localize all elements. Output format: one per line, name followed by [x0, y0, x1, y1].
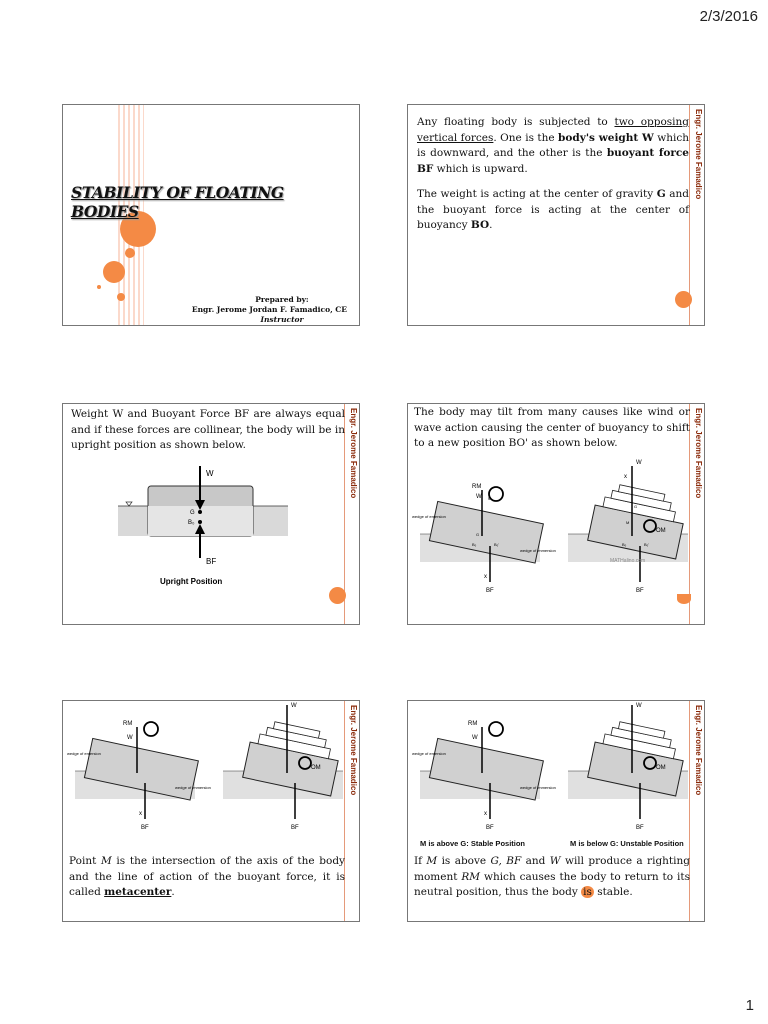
- om-label: OM: [656, 528, 666, 534]
- sidebar-author: Engr. Jerome Famadico: [694, 408, 703, 499]
- text-run: is the intersection of the axis of the body and the line of action of the buoyant force, it is called: [69, 855, 345, 898]
- text-run: and: [521, 855, 550, 867]
- prepared-by-label: Prepared by:: [255, 295, 309, 304]
- tilt-diagram: [410, 454, 692, 594]
- text-run: If: [414, 855, 427, 867]
- text-run: which is upward.: [433, 162, 528, 175]
- decorative-dot: [103, 261, 125, 283]
- slide-tilt: [407, 403, 705, 625]
- slide-stability: [407, 700, 705, 922]
- bf-label-right: BF: [291, 825, 299, 831]
- rm-label: RM: [468, 721, 478, 727]
- g-label-right: G: [634, 504, 638, 509]
- x-label-left: x: [484, 574, 487, 580]
- text-italic: W: [549, 855, 561, 867]
- bo2-label-right: B₀': [644, 542, 650, 547]
- slide-forces: [407, 104, 705, 326]
- text-run: . One is the: [493, 131, 559, 144]
- rm-label: RM: [123, 721, 133, 727]
- bf-label-left: BF: [141, 825, 149, 831]
- text-italic: M: [100, 855, 112, 867]
- m-label-left: M: [488, 496, 492, 501]
- w-label-left: W: [476, 494, 482, 500]
- om-label: OM: [311, 765, 321, 771]
- wedge-immersion-label: wedge of immersion: [175, 785, 211, 790]
- g-label-left: G: [476, 532, 480, 537]
- decorative-dot: [675, 291, 692, 308]
- text-highlighted: is: [583, 886, 592, 898]
- text-run: is above: [437, 855, 491, 867]
- sidebar-author: Engr. Jerome Famadico: [694, 705, 703, 796]
- w-label-right: W: [291, 703, 297, 709]
- sidebar-author: Engr. Jerome Famadico: [349, 408, 358, 499]
- center-of-buoyancy: [198, 520, 202, 524]
- w-label-left: W: [472, 735, 478, 741]
- text-italic: RM: [461, 870, 481, 883]
- decorative-dot: [677, 594, 691, 604]
- wedge-emersion-label: wedge of emersion: [412, 751, 446, 756]
- bf-label-left: BF: [486, 588, 494, 594]
- author-name: Engr. Jerome Jordan F. Famadico, CE: [191, 305, 347, 314]
- slide-text: Weight W and Buoyant Force BF are always equal and if these forces are collinear, the body will be in upright position as shown below.: [71, 408, 345, 451]
- bf-label-right: BF: [636, 588, 644, 594]
- text-italic: G, BF: [490, 855, 522, 867]
- wedge-immersion-label: wedge of immersion: [520, 785, 556, 790]
- text-run: and the buoyant force is acting at the center of buoyancy: [417, 188, 689, 231]
- bf-label: BF: [206, 557, 217, 566]
- print-date: 2/3/2016: [699, 8, 758, 25]
- g-label: G: [190, 510, 195, 516]
- decorative-dot: [97, 285, 101, 289]
- text-run: will produce a righting moment: [414, 855, 690, 883]
- text-run: Point: [69, 855, 101, 867]
- w-label-right: W: [636, 460, 642, 466]
- text-bold: BO: [470, 219, 490, 231]
- x-label-right: x: [624, 474, 627, 480]
- text-italic: M: [426, 855, 438, 867]
- text-run: stable.: [593, 886, 633, 898]
- moment-arc-left: [489, 722, 503, 736]
- rm-label: RM: [472, 484, 482, 490]
- slide-metacenter: [62, 700, 360, 922]
- wedge-emersion-label: wedge of emersion: [412, 514, 446, 519]
- bo-label: B₀: [188, 520, 195, 526]
- decorative-dot: [117, 293, 125, 301]
- weight-label: W: [206, 469, 214, 478]
- wedge-immersion-label: wedge of immersion: [520, 548, 556, 553]
- upright-diagram: [118, 466, 298, 586]
- decorative-dot: [329, 587, 346, 604]
- decorative-dot: [125, 248, 135, 258]
- slide-text: [417, 115, 689, 234]
- text-bold: buoyant force BF: [417, 147, 689, 175]
- sidebar-author: Engr. Jerome Famadico: [694, 109, 703, 200]
- slide-upright: [62, 403, 360, 625]
- w-label-left: W: [127, 735, 133, 741]
- m-label-right: M: [626, 520, 630, 525]
- x-label-left: x: [139, 811, 142, 817]
- slide-title-text: STABILITY OF FLOATING BODIES: [71, 183, 284, 221]
- center-of-gravity: [198, 510, 202, 514]
- text-run: Any floating body is subjected to: [417, 116, 615, 128]
- bo-label-right: B₀: [622, 542, 627, 547]
- wedge-emersion-label: wedge of emersion: [67, 751, 101, 756]
- water-symbol: [126, 502, 132, 506]
- text-run: .: [489, 219, 493, 231]
- sidebar: [344, 404, 359, 624]
- stability-diagram: [410, 701, 692, 836]
- metacenter-diagram: [65, 701, 347, 836]
- bo2-label-left: B₀': [494, 542, 500, 547]
- bf-label-right: BF: [636, 825, 644, 831]
- slide-text: The body may tilt from many causes like wind or wave action causing the center of buoyancy to shift to a new position BO' as shown below.: [414, 406, 690, 449]
- x-label-left: x: [484, 811, 487, 817]
- credits: [177, 295, 347, 325]
- caption-unstable: M is below G: Unstable Position: [570, 839, 684, 848]
- diagram-caption: Upright Position: [160, 577, 223, 586]
- text-run: which is downward, and the other is the: [417, 131, 690, 159]
- text-run: which causes the body to return to its neutral position, thus the body: [414, 870, 690, 898]
- text-underlined: two opposing vertical forces: [417, 116, 690, 144]
- caption-stable: M is above G: Stable Position: [420, 839, 526, 848]
- sidebar: [689, 105, 704, 325]
- text-bold: body's weight W: [558, 131, 654, 144]
- moment-arc-left: [144, 722, 158, 736]
- w-label-right: W: [636, 703, 642, 709]
- watermark-right: MATHalino.com: [610, 558, 646, 564]
- slide-text: [414, 854, 690, 901]
- sidebar-author: Engr. Jerome Famadico: [349, 705, 358, 796]
- text-bold-underlined: metacenter: [104, 886, 172, 898]
- page-number: 1: [745, 997, 754, 1014]
- bf-label-left: BF: [486, 825, 494, 831]
- slide-title: [62, 104, 360, 326]
- text-bold: G: [656, 188, 666, 200]
- text-run: .: [171, 886, 175, 898]
- text-run: The weight is acting at the center of gravity: [417, 188, 657, 200]
- om-label: OM: [656, 765, 666, 771]
- author-role: Instructor: [260, 315, 304, 324]
- slide-text: [69, 854, 345, 901]
- bo-label-left: B₀: [472, 542, 477, 547]
